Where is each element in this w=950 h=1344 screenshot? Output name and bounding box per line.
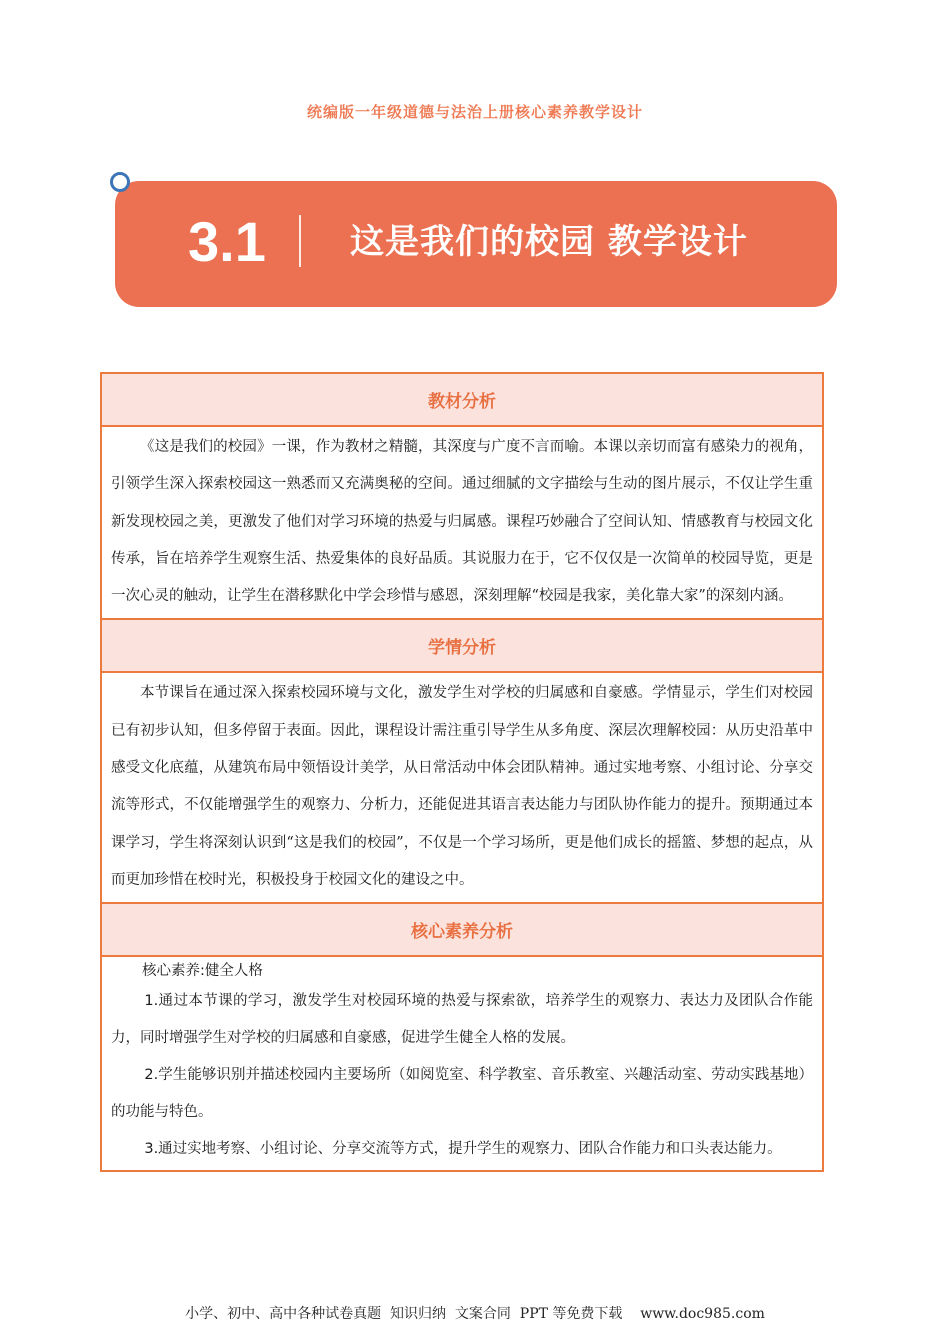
- core-literacy-heading: 核心素养分析: [102, 904, 822, 957]
- core-literacy-item: 2.学生能够识别并描述校园内主要场所（如阅览室、科学教室、音乐教室、兴趣活动室、劳动实践基地）的功能与特色。: [111, 1067, 813, 1121]
- banner-divider: [299, 215, 301, 267]
- footer-text: 小学、初中、高中各种试卷真题 知识归纳 文案合同 PPT 等免费下载 www.doc985.com: [185, 1306, 765, 1322]
- learner-analysis-heading: 学情分析: [102, 620, 822, 673]
- banner-dot-icon: [110, 172, 130, 192]
- lesson-number: 3.1: [188, 210, 266, 273]
- lesson-title: 这是我们的校园 教学设计: [350, 222, 748, 262]
- core-literacy-item: 3.通过实地考察、小组讨论、分享交流等方式，提升学生的观察力、团队合作能力和口头表达能力。: [144, 1141, 782, 1158]
- document-header: 统编版一年级道德与法治上册核心素养教学设计: [306, 103, 643, 121]
- core-literacy-body: [102, 957, 822, 1170]
- core-literacy-item: 1.通过本节课的学习，激发学生对校园环境的热爱与探索欲，培养学生的观察力、表达力及团队合作能力，同时增强学生对学校的归属感和自豪感，促进学生健全人格的发展。: [111, 993, 813, 1047]
- material-analysis-heading: 教材分析: [102, 374, 822, 427]
- learner-analysis-body: 本节课旨在通过深入探索校园环境与文化，激发学生对学校的归属感和自豪感。学情显示，学生们对校园已有初步认知，但多停留于表面。因此，课程设计需注重引导学生从多角度、深层次理解校园：从历史沿革中感受文化底蕴，从建筑布局中领悟设计美学，从日常活动中体会团队精神。通过实地考察、小组讨论、分享交流等形式，不仅能增强学生的观察力、分析力，还能促进其语言表达能力与团队协作能力的提升。预期通过本课学习，学生将深刻认识到“这是我们的校园”，不仅是一个学习场所，更是他们成长的摇篮、梦想的起点，从而更加珍惜在校时光，积极投身于校园文化的建设之中。: [102, 673, 822, 904]
- core-literacy-label: 核心素养:健全人格: [142, 963, 263, 980]
- material-analysis-body: 《这是我们的校园》一课，作为教材之精髓，其深度与广度不言而喻。本课以亲切而富有感染力的视角，引领学生深入探索校园这一熟悉而又充满奥秘的空间。通过细腻的文字描绘与生动的图片展示，不仅让学生重新发现校园之美，更激发了他们对学习环境的热爱与归属感。课程巧妙融合了空间认知、情感教育与校园文化传承，旨在培养学生观察生活、热爱集体的良好品质。其说服力在于，它不仅仅是一次简单的校园导览，更是一次心灵的触动，让学生在潜移默化中学会珍惜与感恩，深刻理解“校园是我家，美化靠大家”的深刻内涵。: [102, 427, 822, 620]
- lesson-design-table: [100, 372, 824, 1172]
